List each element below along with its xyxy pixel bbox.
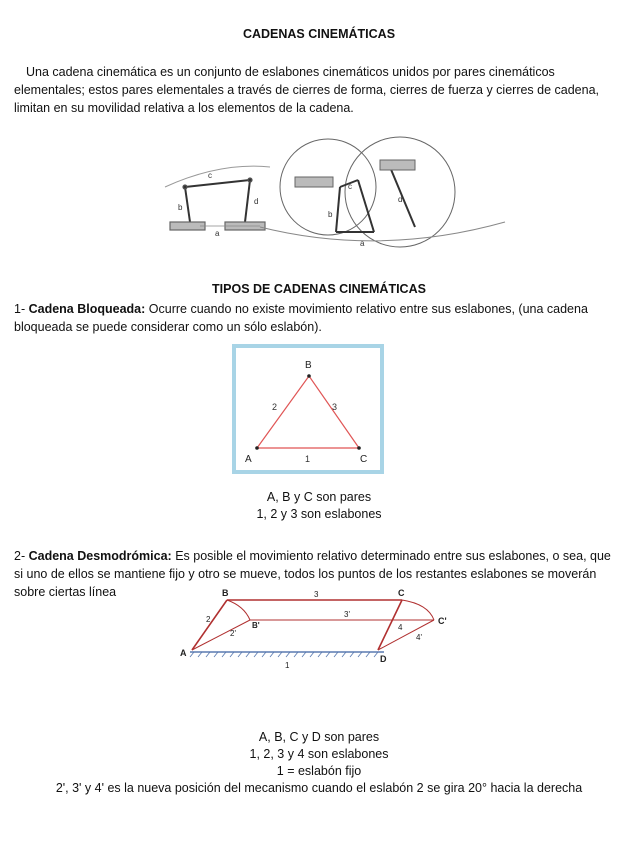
fig3-label-2: 2 — [206, 615, 211, 624]
fig3-label-2p: 2' — [230, 629, 236, 638]
fig1-label-b: b — [178, 203, 183, 212]
fig3-label-B: B — [222, 588, 229, 598]
fig3-label-Bp: B' — [252, 621, 260, 630]
fig1-label-d: d — [254, 197, 259, 206]
section-term: Cadena Desmodrómica: — [28, 549, 172, 563]
fig2-label-A: A — [245, 454, 252, 465]
kinematic-chain-figure — [160, 132, 520, 252]
section-text: Ocurre cuando no existe movimiento relativo entre sus eslabones, (una cadena bloqueada se puede considerar como un sólo eslabón). — [14, 302, 588, 334]
desmodromic-chain-figure — [172, 586, 468, 674]
fig1-label-a: a — [215, 229, 220, 238]
fig1-label-c: c — [208, 171, 212, 180]
fig2-label-2: 2 — [272, 402, 278, 412]
fig1-label-a2: a — [360, 239, 365, 248]
fig3-caption-2: 1, 2, 3 y 4 son eslabones — [249, 747, 389, 761]
fig2-label-1: 1 — [305, 454, 311, 464]
section-bloqueada — [14, 300, 622, 336]
fig3-label-D: D — [380, 654, 387, 664]
fig3-label-3p: 3' — [344, 610, 350, 619]
fig1-label-b2: b — [328, 210, 333, 219]
locked-chain-figure — [232, 344, 384, 474]
page-title: CADENAS CINEMÁTICAS — [242, 27, 396, 41]
fig1-label-c2: c — [348, 182, 352, 191]
fig3-label-1: 1 — [285, 661, 290, 670]
fig2-label-B: B — [305, 360, 312, 371]
section-text: Es posible el movimiento relativo determinado entre sus eslabones, o sea, que si uno de ellos se mantiene fijo y otro se mueve, todos los puntos de los restantes eslabones se moverán sobre ciertas línea — [14, 549, 611, 599]
fig3-caption-4: 2', 3' y 4' es la nueva posición del mecanismo cuando el eslabón 2 se gira 20° hacia la derecha — [55, 781, 583, 795]
fig2-label-3: 3 — [332, 402, 338, 412]
fig2-label-C: C — [360, 454, 368, 465]
fig3-label-Cp: C' — [438, 616, 447, 626]
fig3-label-4: 4 — [398, 623, 403, 632]
fig3-caption-1: A, B, C y D son pares — [258, 730, 380, 744]
fig3-caption-3: 1 = eslabón fijo — [276, 764, 362, 778]
section-number: 1- — [14, 302, 26, 316]
intro-paragraph: Una cadena cinemática es un conjunto de eslabones cinemáticos unidos por pares cinemáticos elementales; estos pares elementales a través de cierres de forma, cierres de fuerza y cierres de cadena, limitan en su movilidad relativa a los elementos de la cadena. — [14, 65, 600, 115]
fig3-label-A: A — [180, 648, 187, 658]
fig3-label-C: C — [398, 588, 405, 598]
types-heading: TIPOS DE CADENAS CINEMÁTICAS — [212, 282, 426, 296]
fig2-caption-2: 1, 2 y 3 son eslabones — [256, 507, 382, 521]
section-number: 2- — [14, 549, 26, 563]
fig2-caption-1: A, B y C son pares — [266, 490, 372, 504]
fig1-label-d2: d — [398, 195, 403, 204]
fig3-label-4p: 4' — [416, 633, 422, 642]
fig3-label-3: 3 — [314, 590, 319, 599]
section-term: Cadena Bloqueada: — [28, 302, 146, 316]
